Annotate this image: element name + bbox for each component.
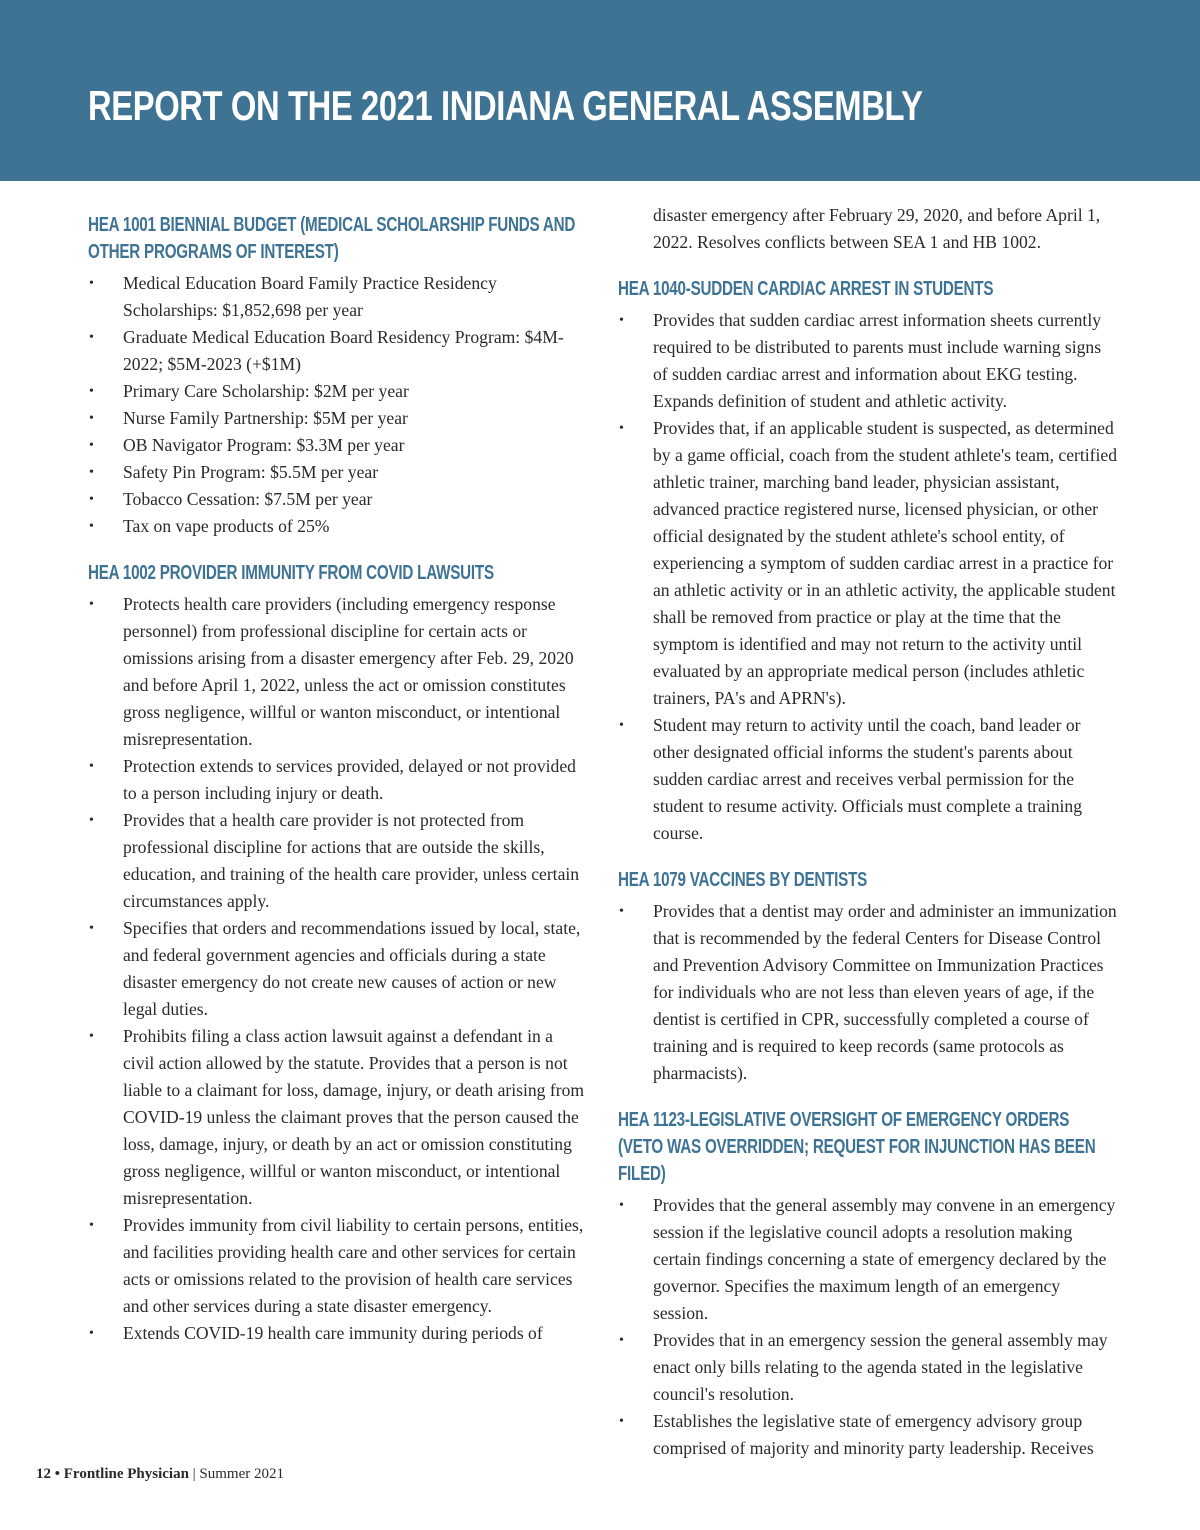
list-item: • Provides immunity from civil liability to certain persons, entities, and facilities providing health care and other services for certain acts or omissions related to the provision of health care services and other services during a state disaster emergency. xyxy=(88,1212,588,1320)
left-column xyxy=(88,212,588,1347)
list-item: • Protects health care providers (including emergency response personnel) from professional discipline for certain acts or omissions arising from a disaster emergency after Feb. 29, 2020 and before April 1, 2022, unless the act or omission constitutes gross negligence, willful or wanton misconduct, or intentional misrepresentation. xyxy=(88,591,588,753)
footer-separator: • xyxy=(54,1466,61,1482)
list-item: • Extends COVID-19 health care immunity during periods of xyxy=(88,1320,588,1347)
right-column xyxy=(618,202,1118,1462)
section-heading: HEA 1079 VACCINES BY DENTISTS xyxy=(618,869,868,891)
bullet-list xyxy=(618,307,1118,847)
bullet-list xyxy=(618,898,1118,1087)
list-item: • Nurse Family Partnership: $5M per year xyxy=(88,405,588,432)
list-item: • Tobacco Cessation: $7.5M per year xyxy=(88,486,588,513)
bullet-list xyxy=(88,270,588,540)
section-hea-1123 xyxy=(618,1107,1118,1462)
list-item: • Student may return to activity until the coach, band leader or other designated official informs the student's parents about sudden cardiac arrest and receives verbal permission for the student to resume activity. Officials must complete a training course. xyxy=(618,712,1118,847)
title-banner xyxy=(0,0,1200,181)
section-hea-1040 xyxy=(618,276,1118,847)
list-item: • Provides that sudden cardiac arrest information sheets currently required to be distributed to parents must include warning signs of sudden cardiac arrest and information about EKG testing. Expands definition of student and athletic activity. xyxy=(618,307,1118,415)
list-item: • Establishes the legislative state of emergency advisory group comprised of majority and minority party leadership. Receives xyxy=(618,1408,1118,1462)
list-item: • Graduate Medical Education Board Residency Program: $4M-2022; $5M-2023 (+$1M) xyxy=(88,324,588,378)
list-item: • Provides that in an emergency session the general assembly may enact only bills relating to the agenda stated in the legislative council's resolution. xyxy=(618,1327,1118,1408)
list-item: • Medical Education Board Family Practice Residency Scholarships: $1,852,698 per year xyxy=(88,270,588,324)
section-heading: HEA 1002 PROVIDER IMMUNITY FROM COVID LAWSUITS xyxy=(88,562,494,584)
list-item: • Prohibits filing a class action lawsuit against a defendant in a civil action allowed by the statute. Provides that a person is not liable to a claimant for loss, damage, injury, or death arising from COVID-19 unless the claimant proves that the person caused the loss, damage, injury, or death by an act or omission constituting gross negligence, willful or wanton misconduct, or intentional misrepresentation. xyxy=(88,1023,588,1212)
section-hea-1002 xyxy=(88,560,588,1347)
bullet-list xyxy=(618,1192,1118,1462)
list-item: • Provides that the general assembly may convene in an emergency session if the legislative council adopts a resolution making certain findings concerning a state of emergency declared by the governor. Specifies the maximum length of an emergency session. xyxy=(618,1192,1118,1327)
page-footer xyxy=(36,1466,284,1483)
section-heading: HEA 1123-LEGISLATIVE OVERSIGHT OF EMERGENCY ORDERS (VETO WAS OVERRIDDEN; REQUEST FOR INJUNCTION HAS BEEN FILED) xyxy=(618,1109,1096,1185)
bullet-list xyxy=(88,591,588,1347)
list-item: • Primary Care Scholarship: $2M per year xyxy=(88,378,588,405)
page-number: 12 xyxy=(36,1466,51,1482)
section-hea-1079 xyxy=(618,867,1118,1087)
list-item: • Specifies that orders and recommendations issued by local, state, and federal government agencies and officials during a state disaster emergency do not create new causes of action or new legal duties. xyxy=(88,915,588,1023)
section-hea-1001 xyxy=(88,212,588,540)
list-item: • Provides that a health care provider is not protected from professional discipline for actions that are outside the skills, education, and training of the health care provider, unless certain circumstances apply. xyxy=(88,807,588,915)
list-item: • Protection extends to services provided, delayed or not provided to a person including injury or death. xyxy=(88,753,588,807)
continued-text: disaster emergency after February 29, 2020, and before April 1, 2022. Resolves conflicts between SEA 1 and HB 1002. xyxy=(653,205,1101,252)
section-heading: HEA 1040-SUDDEN CARDIAC ARREST IN STUDENTS xyxy=(618,278,994,300)
list-item: • Provides that a dentist may order and administer an immunization that is recommended by the federal Centers for Disease Control and Prevention Advisory Committee on Immunization Practices for individuals who are not less than eleven years of age, if the dentist is certified in CPR, successfully completed a course of training and is required to keep records (same protocols as pharmacists). xyxy=(618,898,1118,1087)
list-item: • Provides that, if an applicable student is suspected, as determined by a game official, coach from the student athlete's team, certified athletic trainer, marching band leader, physician assistant, advanced practice registered nurse, licensed physician, or other official designated by the student athlete's school entity, of experiencing a symptom of sudden cardiac arrest in a practice for an athletic activity or in an athletic activity, the applicable student shall be removed from practice or play at the time that the symptom is identified and may not return to the activity until evaluated by an appropriate medical person (includes athletic trainers, PA's and APRN's). xyxy=(618,415,1118,712)
issue-label: | Summer 2021 xyxy=(192,1466,285,1482)
section-heading: HEA 1001 BIENNIAL BUDGET (MEDICAL SCHOLARSHIP FUNDS AND OTHER PROGRAMS OF INTEREST) xyxy=(88,214,576,263)
page-title: REPORT ON THE 2021 INDIANA GENERAL ASSEMBLY xyxy=(88,82,923,129)
list-item: • OB Navigator Program: $3.3M per year xyxy=(88,432,588,459)
list-item: • Tax on vape products of 25% xyxy=(88,513,588,540)
publication-name: Frontline Physician xyxy=(63,1466,189,1482)
list-item: • Safety Pin Program: $5.5M per year xyxy=(88,459,588,486)
